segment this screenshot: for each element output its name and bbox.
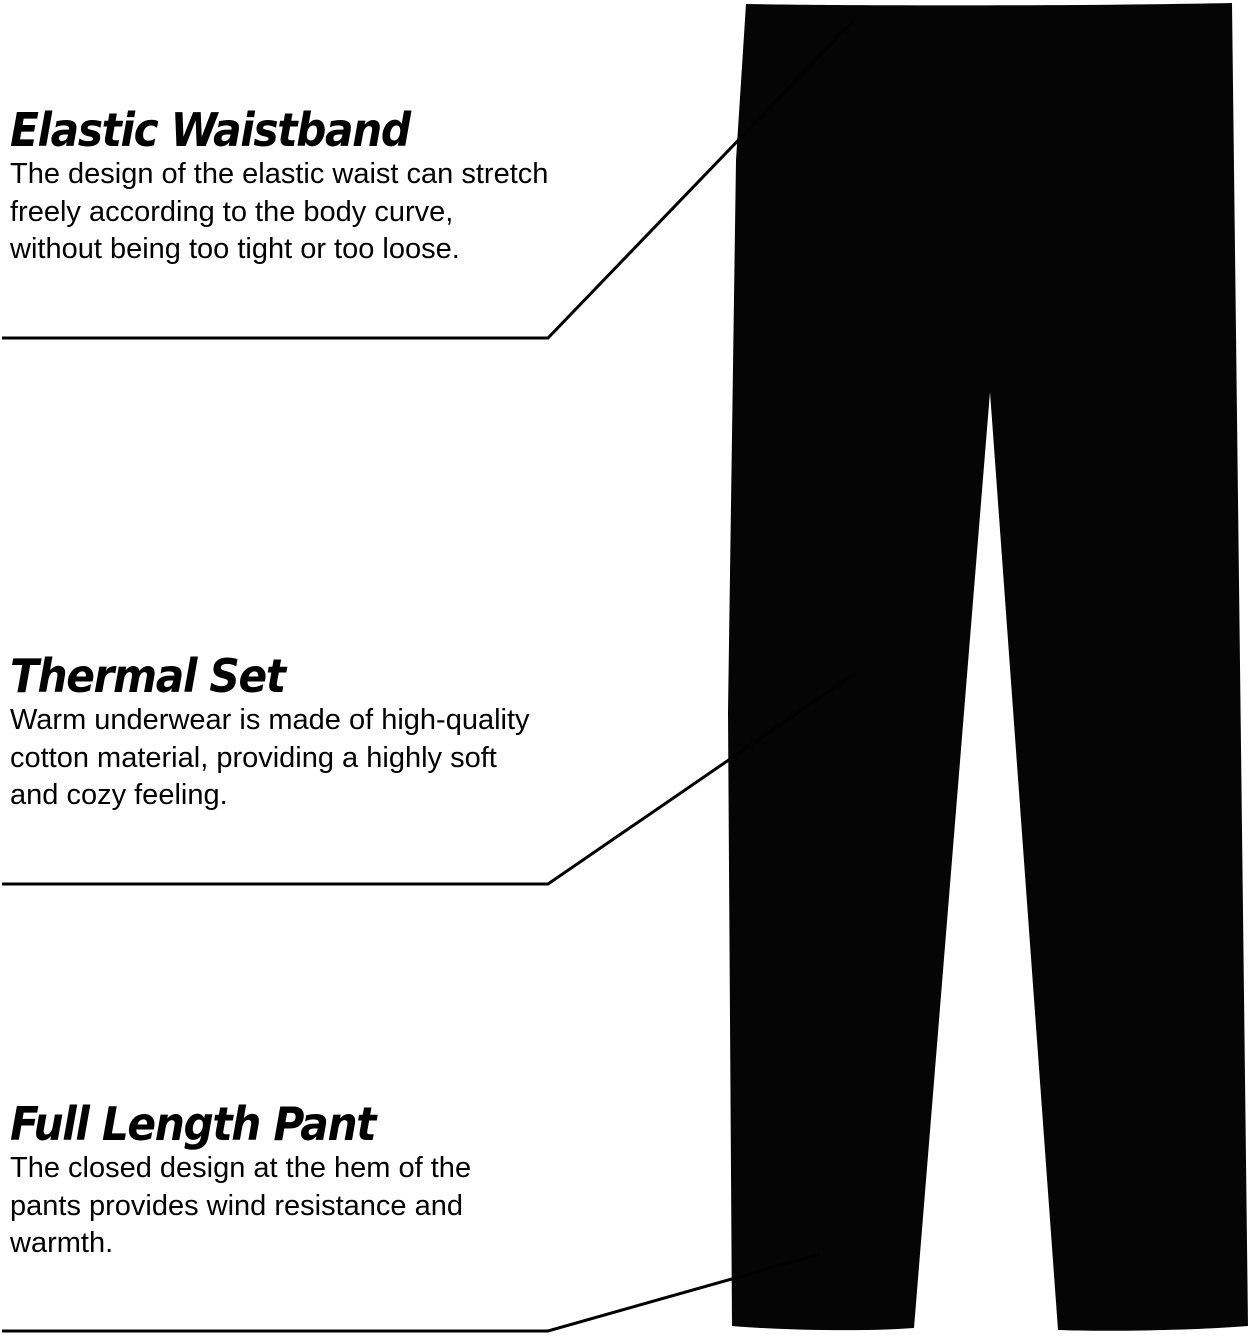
feature-title: Full Length Pant	[10, 1097, 376, 1151]
feature-full-length-pant	[10, 1098, 550, 1263]
feature-description: Warm underwear is made of high-quality cotton material, providing a highly soft and cozy feeling.	[10, 704, 530, 811]
pants-silhouette	[728, 3, 1248, 1331]
feature-title: Thermal Set	[10, 649, 285, 703]
feature-thermal-set	[10, 650, 550, 815]
feature-title: Elastic Waistband	[10, 103, 410, 157]
feature-elastic-waistband	[10, 104, 550, 269]
callout-line-full-length-pant	[2, 1254, 820, 1331]
feature-description: The closed design at the hem of the pants provides wind resistance and warmth.	[10, 1152, 472, 1259]
feature-description: The design of the elastic waist can stretch freely according to the body curve, without being too tight or too loose.	[10, 158, 549, 265]
